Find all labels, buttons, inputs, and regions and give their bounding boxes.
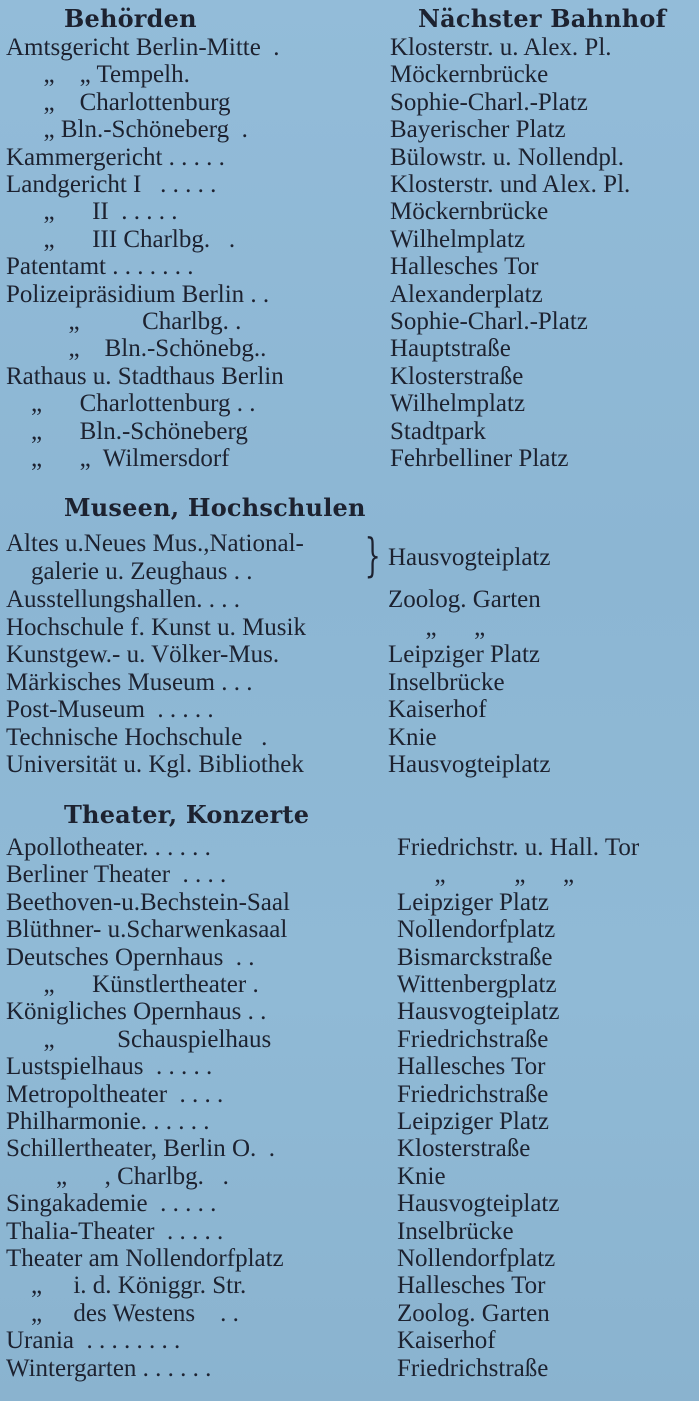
row-label: Rathaus u. Stadthaus Berlin — [6, 362, 284, 390]
row-label: Blüthner- u.Scharwenkasaal — [6, 916, 288, 944]
row-label: „ , Charlbg. . — [6, 1162, 229, 1190]
table-row — [0, 1218, 699, 1246]
table-row — [0, 198, 699, 226]
section-heading-museen: Museen, Hochschulen — [64, 493, 366, 522]
row-label: Berliner Theater . . . . — [6, 861, 227, 889]
row-label: Post-Museum . . . . . — [6, 696, 214, 723]
row-station: Möckernbrücke — [390, 198, 549, 226]
row-label: galerie u. Zeughaus . . — [6, 558, 253, 585]
table-row — [0, 1190, 699, 1218]
row-station: Kaiserhof — [397, 1327, 496, 1355]
row-label: Urania . . . . . . . . — [6, 1327, 181, 1355]
table-row — [0, 861, 699, 889]
row-station: Alexanderplatz — [390, 280, 543, 308]
table-row — [0, 751, 699, 779]
table-row — [0, 445, 699, 473]
row-label: „ „ Tempelh. — [6, 61, 190, 89]
row-station: Zoolog. Garten — [388, 586, 541, 613]
row-station: Stadtpark — [390, 417, 486, 445]
row-label: „ Schauspielhaus — [6, 1025, 272, 1053]
table-row — [0, 390, 699, 418]
table-row — [0, 889, 699, 917]
row-label: Amtsgericht Berlin-Mitte . — [6, 34, 280, 61]
table-row — [0, 308, 699, 336]
row-station: Hausvogteiplatz — [388, 751, 551, 778]
row-station: Hallesches Tor — [397, 1053, 546, 1081]
table-row — [0, 144, 699, 172]
row-station: Hausvogteiplatz — [397, 998, 560, 1026]
row-label: Schillertheater, Berlin O. . — [6, 1135, 276, 1163]
row-station: „ „ „ — [397, 861, 575, 889]
row-station: Zoolog. Garten — [397, 1299, 550, 1327]
row-station: Klosterstraße — [397, 1135, 531, 1163]
row-station: Friedrichstraße — [397, 1080, 549, 1108]
table-row — [0, 614, 699, 642]
row-label: „ Charlbg. . — [6, 308, 242, 335]
row-station: Klosterstr. und Alex. Pl. — [390, 171, 631, 198]
table-row — [0, 281, 699, 309]
row-station: Hallesches Tor — [397, 1272, 546, 1300]
row-label: „ III Charlbg. . — [6, 225, 236, 253]
row-label: Technische Hochschule . — [6, 723, 268, 751]
row-label: „ Charlottenburg — [6, 88, 231, 116]
row-label: Königliches Opernhaus . . — [6, 998, 267, 1026]
table-row — [0, 1327, 699, 1355]
row-label: „ des Westens . . — [6, 1299, 239, 1327]
brace-glyph: } — [364, 528, 381, 582]
table-row — [0, 586, 699, 614]
table-row — [0, 61, 699, 89]
section-heading-behoerden: Behörden — [64, 4, 197, 33]
row-label: „ Bln.-Schönebg.. — [6, 335, 267, 363]
row-label: Lustspielhaus . . . . . — [6, 1053, 213, 1081]
row-station: Hausvogteiplatz — [388, 544, 551, 571]
row-label: Singakademie . . . . . — [6, 1190, 217, 1218]
table-row — [0, 641, 699, 669]
row-label: Beethoven-u.Bechstein-Saal — [6, 888, 290, 916]
row-station: Bayerischer Platz — [390, 116, 566, 144]
row-station: Bülowstr. u. Nollendpl. — [390, 143, 625, 171]
row-label: Altes u.Neues Mus.,National- — [6, 530, 304, 557]
table-row — [0, 724, 699, 752]
table-row — [0, 335, 699, 363]
row-station: Wilhelmplatz — [390, 225, 526, 253]
row-label: Philharmonie. . . . . . — [6, 1108, 210, 1135]
table-row — [0, 116, 699, 144]
row-station: Sophie-Charl.-Platz — [390, 308, 588, 335]
table-row — [0, 418, 699, 446]
table-row — [0, 696, 699, 724]
column-heading-bahnhof: Nächster Bahnhof — [418, 4, 667, 33]
row-label: „ Künstlertheater . — [6, 971, 259, 998]
row-label: Ausstellungshallen. . . . — [6, 586, 241, 613]
row-station: Leipziger Platz — [397, 888, 550, 916]
row-station: Kaiserhof — [388, 696, 487, 723]
row-label: Metropoltheater . . . . — [6, 1080, 224, 1108]
row-station: Leipziger Platz — [397, 1108, 550, 1135]
table-row — [0, 971, 699, 999]
section-heading-theater: Theater, Konzerte — [64, 800, 310, 829]
row-label: Thalia-Theater . . . . . — [6, 1217, 224, 1245]
table-row — [0, 1135, 699, 1163]
row-station: „ „ — [388, 613, 486, 641]
table-row — [0, 253, 699, 281]
row-station: Knie — [388, 723, 437, 751]
table-row — [0, 34, 699, 62]
table-row — [0, 1163, 699, 1191]
table-row — [0, 171, 699, 199]
row-station: Inselbrücke — [397, 1217, 514, 1245]
row-station: Wilhelmplatz — [390, 390, 526, 418]
row-label: Wintergarten . . . . . . — [6, 1354, 212, 1382]
table-row — [0, 998, 699, 1026]
table-row — [0, 1300, 699, 1328]
row-label: „ Charlottenburg . . — [6, 390, 256, 418]
row-station: Nollendorfplatz — [397, 916, 556, 944]
row-station: Fehrbelliner Platz — [390, 445, 569, 472]
row-station: Friedrichstraße — [397, 1354, 549, 1382]
row-station: Hallesches Tor — [390, 253, 539, 281]
table-row — [0, 944, 699, 972]
row-station: Klosterstr. u. Alex. Pl. — [390, 34, 612, 61]
row-label: Theater am Nollendorfplatz — [6, 1245, 284, 1272]
row-station: Hausvogteiplatz — [397, 1190, 560, 1218]
table-row — [0, 1081, 699, 1109]
row-label: Märkisches Museum . . . — [6, 668, 253, 696]
row-label: „ i. d. Königgr. Str. — [6, 1272, 247, 1300]
table-row — [0, 226, 699, 254]
row-label: „ Bln.-Schöneberg . — [6, 116, 248, 144]
row-label: „ „ Wilmersdorf — [6, 445, 230, 472]
row-station: Knie — [397, 1162, 446, 1190]
row-station: Friedrichstraße — [397, 1025, 549, 1053]
row-station: Friedrichstr. u. Hall. Tor — [397, 834, 640, 861]
row-label: Universität u. Kgl. Bibliothek — [6, 751, 304, 778]
table-row — [0, 1108, 699, 1136]
row-station: Leipziger Platz — [388, 641, 541, 668]
row-station: Sophie-Charl.-Platz — [390, 88, 588, 116]
table-row — [0, 834, 699, 862]
table-row — [0, 1245, 699, 1273]
table-row — [0, 669, 699, 697]
table-row — [0, 1272, 699, 1300]
row-label: Patentamt . . . . . . . — [6, 253, 194, 281]
table-row — [0, 544, 699, 572]
row-label: Deutsches Opernhaus . . — [6, 943, 255, 971]
row-label: Kammergericht . . . . . — [6, 143, 225, 171]
row-label: „ II . . . . . — [6, 198, 178, 226]
row-station: Inselbrücke — [388, 668, 505, 696]
table-row — [0, 1053, 699, 1081]
table-row — [0, 363, 699, 391]
row-label: Kunstgew.- u. Völker-Mus. — [6, 641, 280, 668]
row-station: Hauptstraße — [390, 335, 511, 363]
row-label: Hochschule f. Kunst u. Musik — [6, 613, 306, 641]
row-station: Bismarckstraße — [397, 943, 553, 971]
table-row — [0, 89, 699, 117]
row-label: Apollotheater. . . . . . — [6, 834, 211, 861]
row-station: Klosterstraße — [390, 362, 524, 390]
table-row — [0, 916, 699, 944]
row-label: Landgericht I . . . . . — [6, 171, 217, 198]
table-row — [0, 1026, 699, 1054]
table-row — [0, 1355, 699, 1383]
row-station: Wittenbergplatz — [397, 971, 557, 998]
row-station: Möckernbrücke — [390, 61, 549, 89]
row-label: „ Bln.-Schöneberg — [6, 417, 248, 445]
row-label: Polizeipräsidium Berlin . . — [6, 280, 270, 308]
row-station: Nollendorfplatz — [397, 1245, 556, 1272]
